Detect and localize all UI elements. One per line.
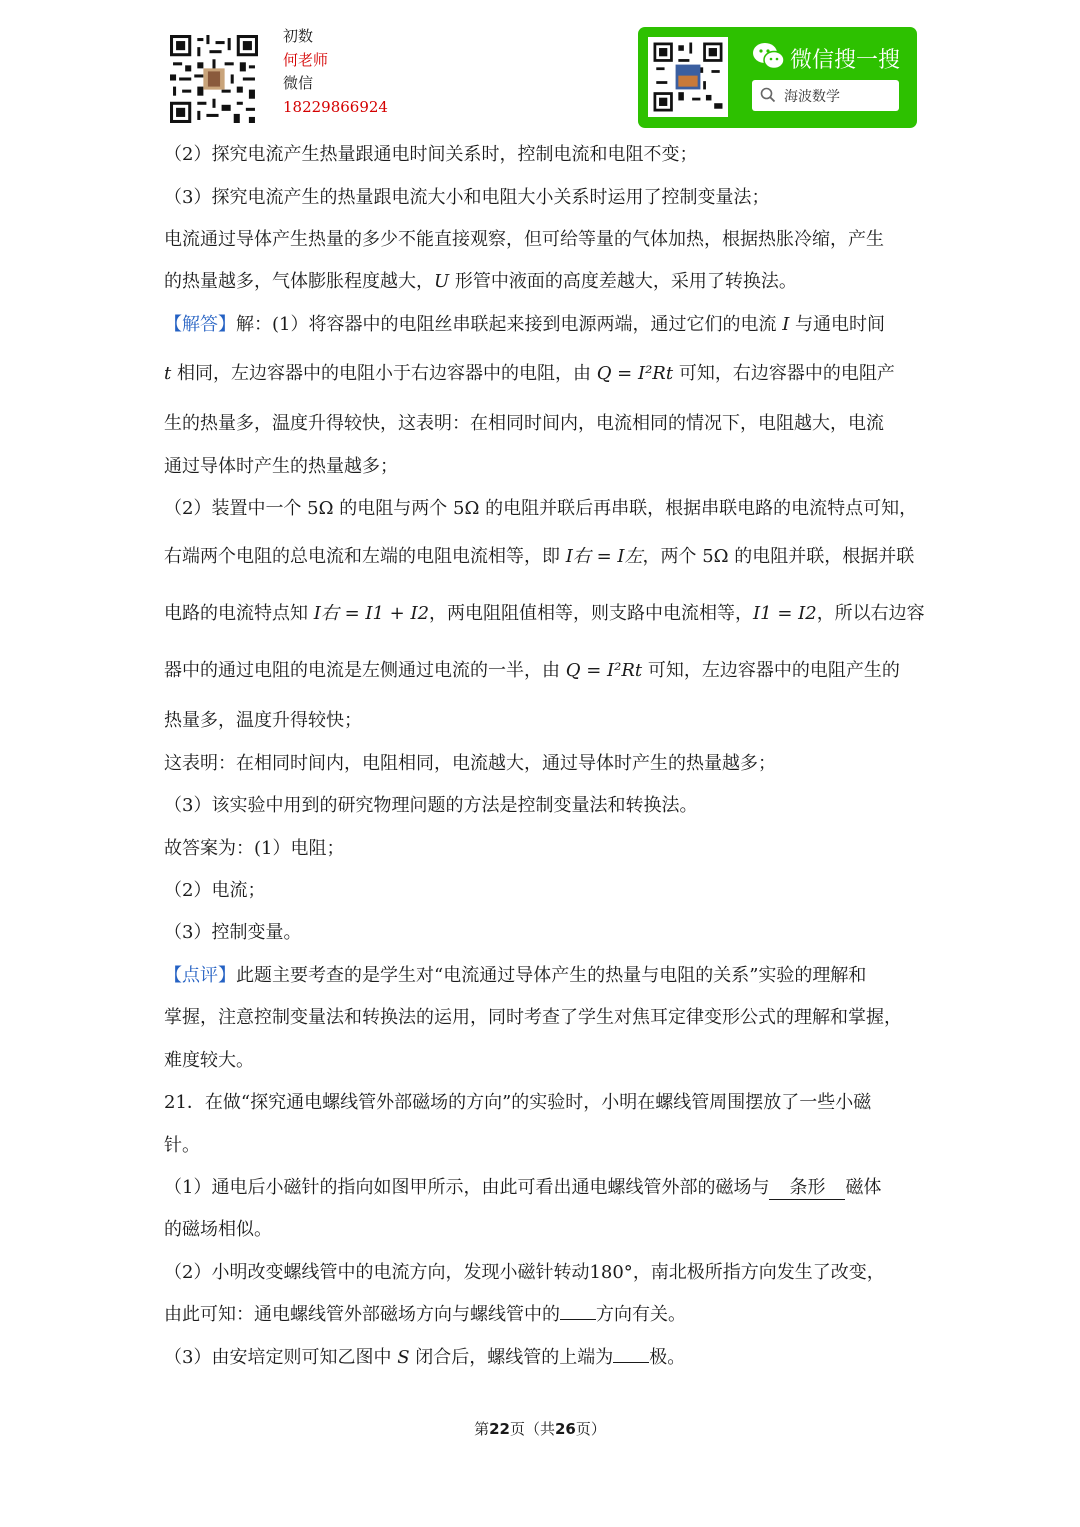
text-line: t 相同，左边容器中的电阻小于右边容器中的电阻，由 Q = I²Rt 可知，右边容器中的电阻产	[164, 363, 895, 384]
page-total: 26	[555, 1420, 576, 1438]
comment-tag: 【点评】	[164, 965, 236, 986]
text-line: 这表明：在相同时间内，电阻相同，电流越大，通过导体时产生的热量越多；	[164, 753, 776, 774]
search-icon	[760, 87, 776, 103]
formula: I右 = I左	[565, 546, 643, 567]
wechat-search-title: 微信搜一搜	[790, 48, 901, 73]
text-line: （2）装置中一个 5Ω 的电阻与两个 5Ω 的电阻并联后再串联，根据串联电路的电流特点可知，	[164, 498, 918, 519]
answer-blank[interactable]	[613, 1344, 649, 1363]
text-line: 电流通过导体产生热量的多少不能直接观察，但可给等量的气体加热，根据热胀冷缩，产生	[164, 229, 884, 250]
wechat-qr-code-image	[648, 37, 728, 117]
answer-blank[interactable]	[560, 1301, 596, 1320]
text-line: 器中的通过电阻的电流是左侧通过电流的一半，由 Q = I²Rt 可知，左边容器中的电阻产生的	[164, 660, 900, 681]
text-line: 热量多，温度升得较快；	[164, 710, 362, 731]
text-line: 掌握，注意控制变量法和转换法的运用，同时考查了学生对焦耳定律变形公式的理解和掌握，	[164, 1007, 902, 1028]
answer-tag: 【解答】	[164, 314, 236, 335]
question-line: 21．在做“探究通电螺线管外部磁场的方向”的实验时，小明在螺线管周围摆放了一些小磁	[164, 1092, 872, 1113]
text-line: 生的热量多，温度升得较快，这表明：在相同时间内，电流相同的情况下，电阻越大，电流	[164, 413, 884, 434]
contact-info	[283, 25, 388, 119]
wechat-search-text: 海波数学	[784, 89, 840, 105]
text-line: （2）小明改变螺线管中的电流方向，发现小磁针转动180°，南北极所指方向发生了改变，	[164, 1262, 885, 1283]
text-line: （1）通电后小磁针的指向如图甲所示，由此可看出通电螺线管外部的磁场与 条形 磁体	[164, 1173, 920, 1200]
text-line: 针。	[164, 1135, 200, 1156]
qr-code-image	[170, 33, 258, 125]
text-line: （3）该实验中用到的研究物理问题的方法是控制变量法和转换法。	[164, 795, 698, 816]
text-line: （2）探究电流产生热量跟通电时间关系时，控制电流和电阻不变；	[164, 144, 698, 165]
text-line: （3）控制变量。	[164, 922, 302, 943]
text-line: 的磁场相似。	[164, 1219, 272, 1240]
contact-subject: 初数	[283, 27, 314, 45]
formula: Q = I²Rt	[565, 660, 643, 681]
text-line: 难度较大。	[164, 1050, 254, 1071]
text-line: 故答案为：(1）电阻；	[164, 838, 345, 859]
text-line: （3）由安培定则可知乙图中 S 闭合后，螺线管的上端为 极。	[164, 1343, 920, 1369]
text-line: 的热量越多，气体膨胀程度越大，U 形管中液面的高度差越大，采用了转换法。	[164, 271, 797, 292]
contact-wechat-label: 微信	[283, 74, 314, 92]
wechat-search-banner[interactable]	[638, 27, 917, 128]
comment-line: 【点评】此题主要考查的是学生对“电流通过导体产生的热量与电阻的关系”实验的理解和	[164, 965, 867, 986]
text-line: （2）电流；	[164, 880, 266, 901]
text-line: （3）探究电流产生的热量跟电流大小和电阻大小关系时运用了控制变量法；	[164, 187, 770, 208]
contact-phone: 18229866924	[283, 97, 388, 116]
text-line: 通过导体时产生的热量越多；	[164, 456, 398, 477]
page-number: 22	[489, 1420, 510, 1438]
formula: I右 = I1 + I2	[313, 603, 430, 624]
text-line: 右端两个电阻的总电流和左端的电阻电流相等，即 I右 = I左，两个 5Ω 的电阻并联，根据并联	[164, 546, 915, 567]
page-footer: 第22页（共26页）	[474, 1420, 606, 1438]
text-line: 电路的电流特点知 I右 = I1 + I2，两电阻阻值相等，则支路中电流相等，I1 = I2，所以右边容	[164, 603, 925, 624]
text-line: 由此可知：通电螺线管外部磁场方向与螺线管中的 方向有关。	[164, 1300, 920, 1326]
answer-blank: 条形	[769, 1173, 845, 1200]
contact-teacher: 何老师	[283, 50, 329, 69]
formula: Q = I²Rt	[596, 363, 674, 384]
wechat-logo-icon	[752, 41, 786, 71]
formula: I1 = I2	[753, 603, 817, 624]
answer-line: 【解答】解：(1）将容器中的电阻丝串联起来接到电源两端，通过它们的电流 I 与通电时间	[164, 314, 886, 335]
wechat-search-box[interactable]	[752, 80, 899, 111]
